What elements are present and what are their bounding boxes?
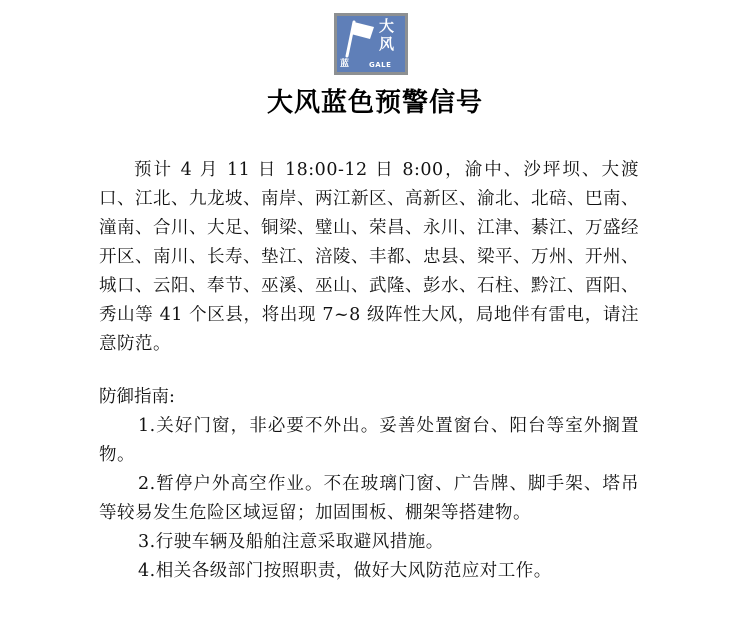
defense-guide-list — [99, 412, 639, 586]
guide-item: 4.相关各级部门按照职责，做好大风防范应对工作。 — [138, 561, 552, 581]
forecast-paragraph: 预计 4 月 11 日 18:00-12 日 8:00，渝中、沙坪坝、大渡口、江北、九龙坡、南岸、两江新区、高新区、渝北、北碚、巴南、潼南、合川、大足、铜梁、璧山、荣昌、永川、江津、綦江、万盛经开区、南川、长寿、垫江、涪陵、丰都、忠县、梁平、万州、开州、城口、云阳、奉节、巫溪、巫山、武隆、彭水、石柱、黔江、酉阳、秀山等 41 个区县，将出现 7~8 级阵性大风，局地伴有雷电，请注意防范。 — [99, 160, 639, 354]
icon-char-top: 大 — [379, 17, 395, 35]
guide-item: 3.行驶车辆及船舶注意采取避风措施。 — [138, 532, 444, 552]
icon-english-label: GALE — [369, 61, 392, 69]
page-title: 大风蓝色预警信号 — [266, 88, 483, 118]
gale-blue-signal-icon — [334, 13, 408, 75]
icon-char-bottom: 风 — [379, 35, 395, 53]
guide-item: 2.暂停户外高空作业。不在玻璃门窗、广告牌、脚手架、塔吊等较易发生危险区域逗留；加固围板、棚架等搭建物。 — [99, 474, 639, 523]
icon-color-label: 蓝 — [340, 59, 350, 69]
defense-guide-heading: 防御指南: — [99, 387, 175, 407]
guide-item: 1.关好门窗，非必要不外出。妥善处置窗台、阳台等室外搁置物。 — [99, 416, 639, 465]
